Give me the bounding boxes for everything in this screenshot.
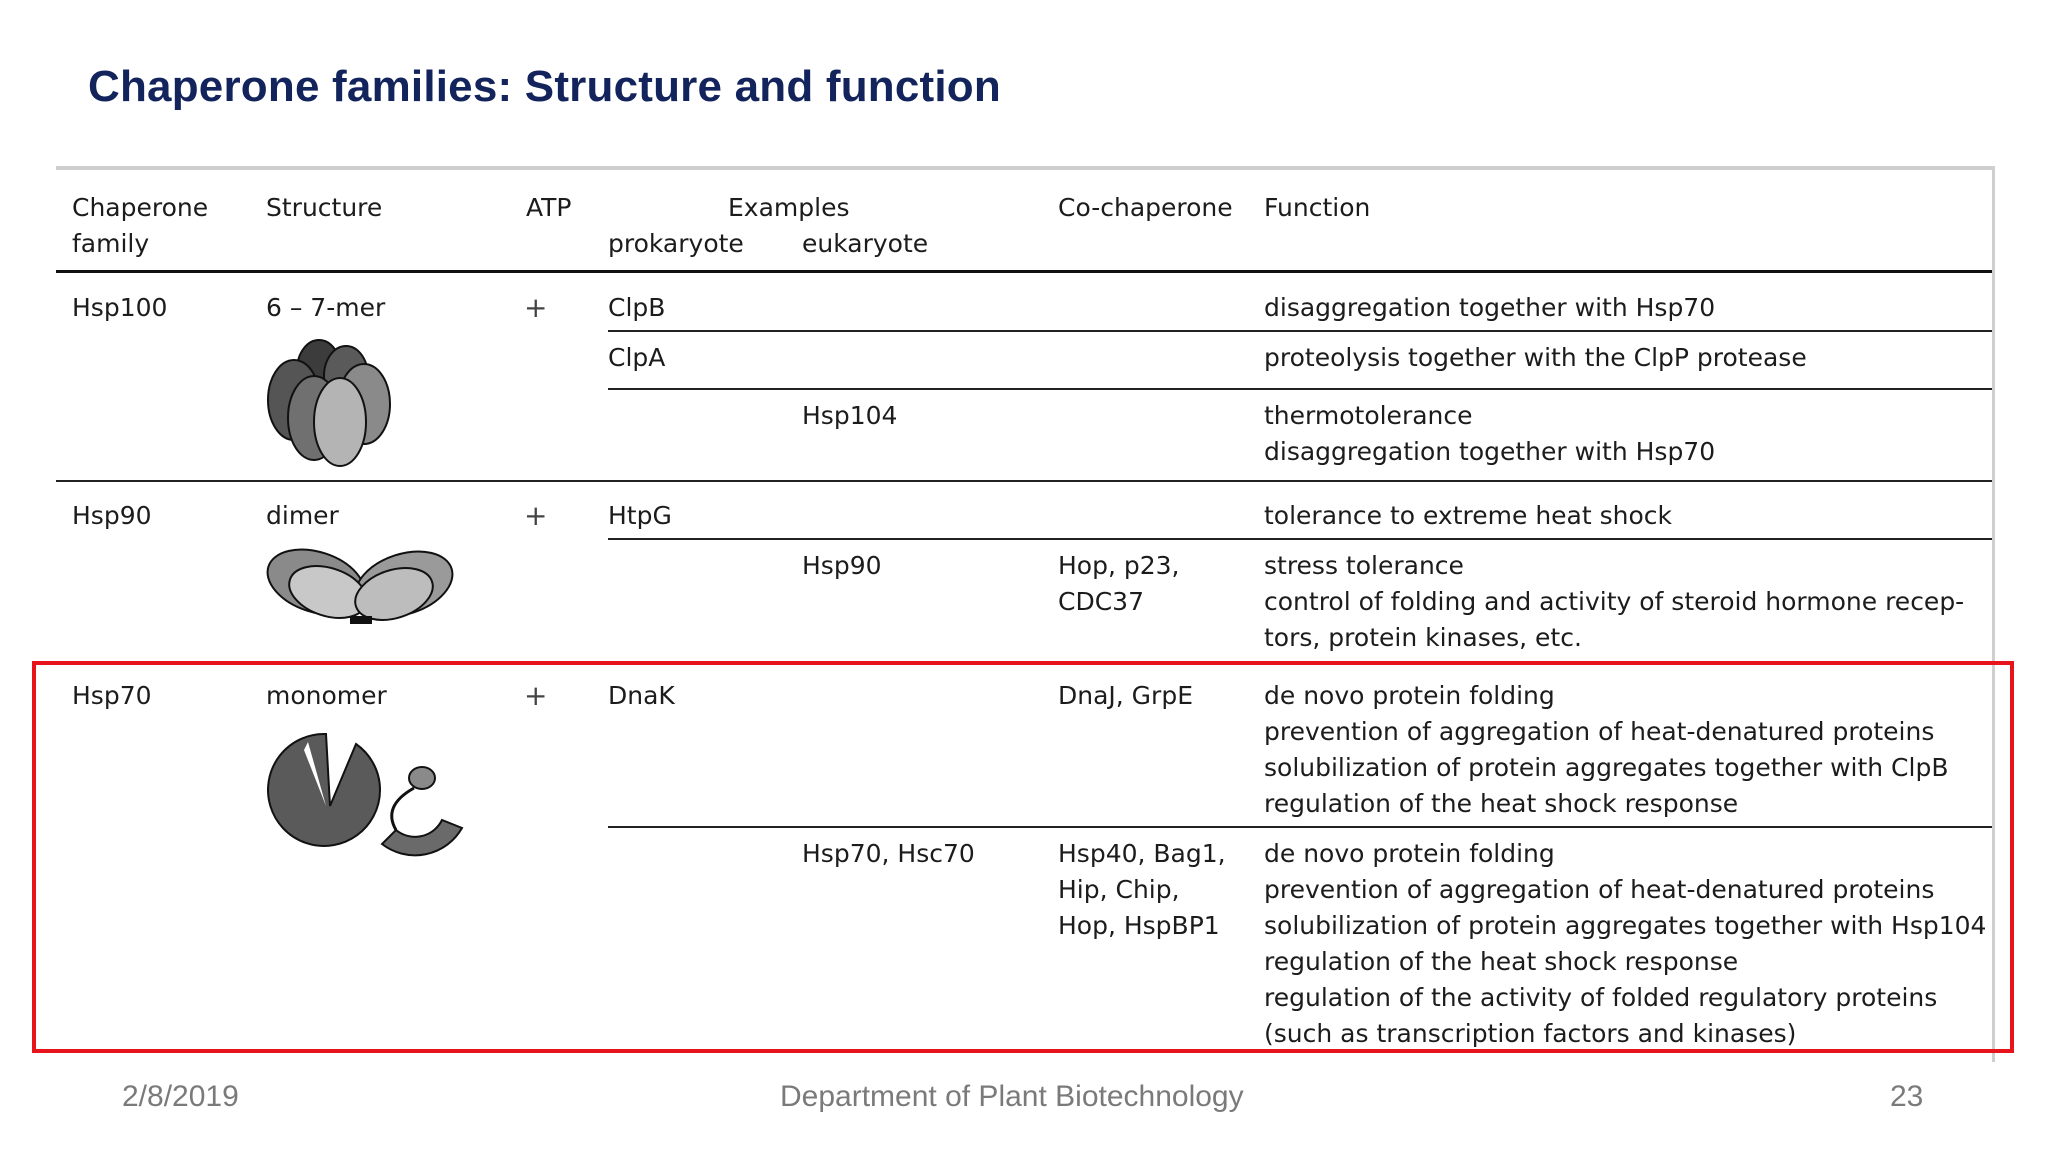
header-family-line2: family <box>72 229 150 258</box>
row-divider <box>608 330 1992 332</box>
function-hsp90-2: control of folding and activity of steroid hormone recep- <box>1264 587 1965 616</box>
structure-hsp90: dimer <box>266 501 339 530</box>
hsp70-highlight-box <box>32 661 2014 1053</box>
function-hsp70-5: regulation of the activity of folded regulatory proteins <box>1264 983 1938 1012</box>
function-hsp90-1: stress tolerance <box>1264 551 1464 580</box>
header-structure: Structure <box>266 193 383 222</box>
function-hsp70-6: (such as transcription factors and kinases) <box>1264 1019 1797 1048</box>
prok-dnak: DnaK <box>608 681 675 710</box>
slide-title: Chaperone families: Structure and function <box>88 62 1001 111</box>
prok-clpb: ClpB <box>608 293 666 322</box>
function-hsp104-2: disaggregation together with Hsp70 <box>1264 437 1716 466</box>
function-hsp70-2: prevention of aggregation of heat-denatured proteins <box>1264 875 1935 904</box>
footer-page-number: 23 <box>1890 1080 1924 1113</box>
prok-clpa: ClpA <box>608 343 666 372</box>
header-atp: ATP <box>526 193 572 222</box>
family-hsp90: Hsp90 <box>72 501 152 530</box>
function-dnak-1: de novo protein folding <box>1264 681 1555 710</box>
cochap-hsp70-1: Hsp40, Bag1, <box>1058 839 1226 868</box>
row-divider <box>608 538 1992 540</box>
function-htpg: tolerance to extreme heat shock <box>1264 501 1672 530</box>
header-examples: Examples <box>728 193 850 222</box>
dimer-icon <box>266 540 466 630</box>
euk-hsp104: Hsp104 <box>802 401 898 430</box>
cochap-hsp90-1: Hop, p23, <box>1058 551 1180 580</box>
function-hsp70-4: regulation of the heat shock response <box>1264 947 1739 976</box>
function-clpb: disaggregation together with Hsp70 <box>1264 293 1716 322</box>
header-eukaryote: eukaryote <box>802 229 929 258</box>
prok-htpg: HtpG <box>608 501 672 530</box>
footer-date: 2/8/2019 <box>122 1080 239 1113</box>
function-hsp104-1: thermotolerance <box>1264 401 1473 430</box>
atp-hsp90: + <box>524 499 548 532</box>
header-function: Function <box>1264 193 1371 222</box>
structure-hsp70: monomer <box>266 681 387 710</box>
cochap-hsp70-3: Hop, HspBP1 <box>1058 911 1220 940</box>
structure-hsp100: 6 – 7-mer <box>266 293 386 322</box>
function-dnak-4: regulation of the heat shock response <box>1264 789 1739 818</box>
atp-hsp70: + <box>524 679 548 712</box>
function-hsp70-3: solubilization of protein aggregates together with Hsp104 <box>1264 911 1987 940</box>
family-hsp100: Hsp100 <box>72 293 168 322</box>
function-hsp70-1: de novo protein folding <box>1264 839 1555 868</box>
hexamer-icon <box>264 338 394 478</box>
function-dnak-2: prevention of aggregation of heat-denatured proteins <box>1264 717 1935 746</box>
family-hsp70: Hsp70 <box>72 681 152 710</box>
cochap-hsp90-2: CDC37 <box>1058 587 1144 616</box>
function-clpa: proteolysis together with the ClpP protease <box>1264 343 1807 372</box>
cochap-hsp70-2: Hip, Chip, <box>1058 875 1180 904</box>
cochap-dnak: DnaJ, GrpE <box>1058 681 1193 710</box>
header-prokaryote: prokaryote <box>608 229 744 258</box>
euk-hsp90: Hsp90 <box>802 551 882 580</box>
header-divider <box>56 270 1992 273</box>
function-dnak-3: solubilization of protein aggregates together with ClpB <box>1264 753 1949 782</box>
function-hsp90-3: tors, protein kinases, etc. <box>1264 623 1582 652</box>
footer-department: Department of Plant Biotechnology <box>780 1080 1244 1113</box>
header-cochaperone: Co-chaperone <box>1058 193 1233 222</box>
atp-hsp100: + <box>524 291 548 324</box>
euk-hsp70: Hsp70, Hsc70 <box>802 839 975 868</box>
header-family-line1: Chaperone <box>72 193 209 222</box>
row-divider <box>608 388 1992 390</box>
family-divider <box>56 480 1992 482</box>
